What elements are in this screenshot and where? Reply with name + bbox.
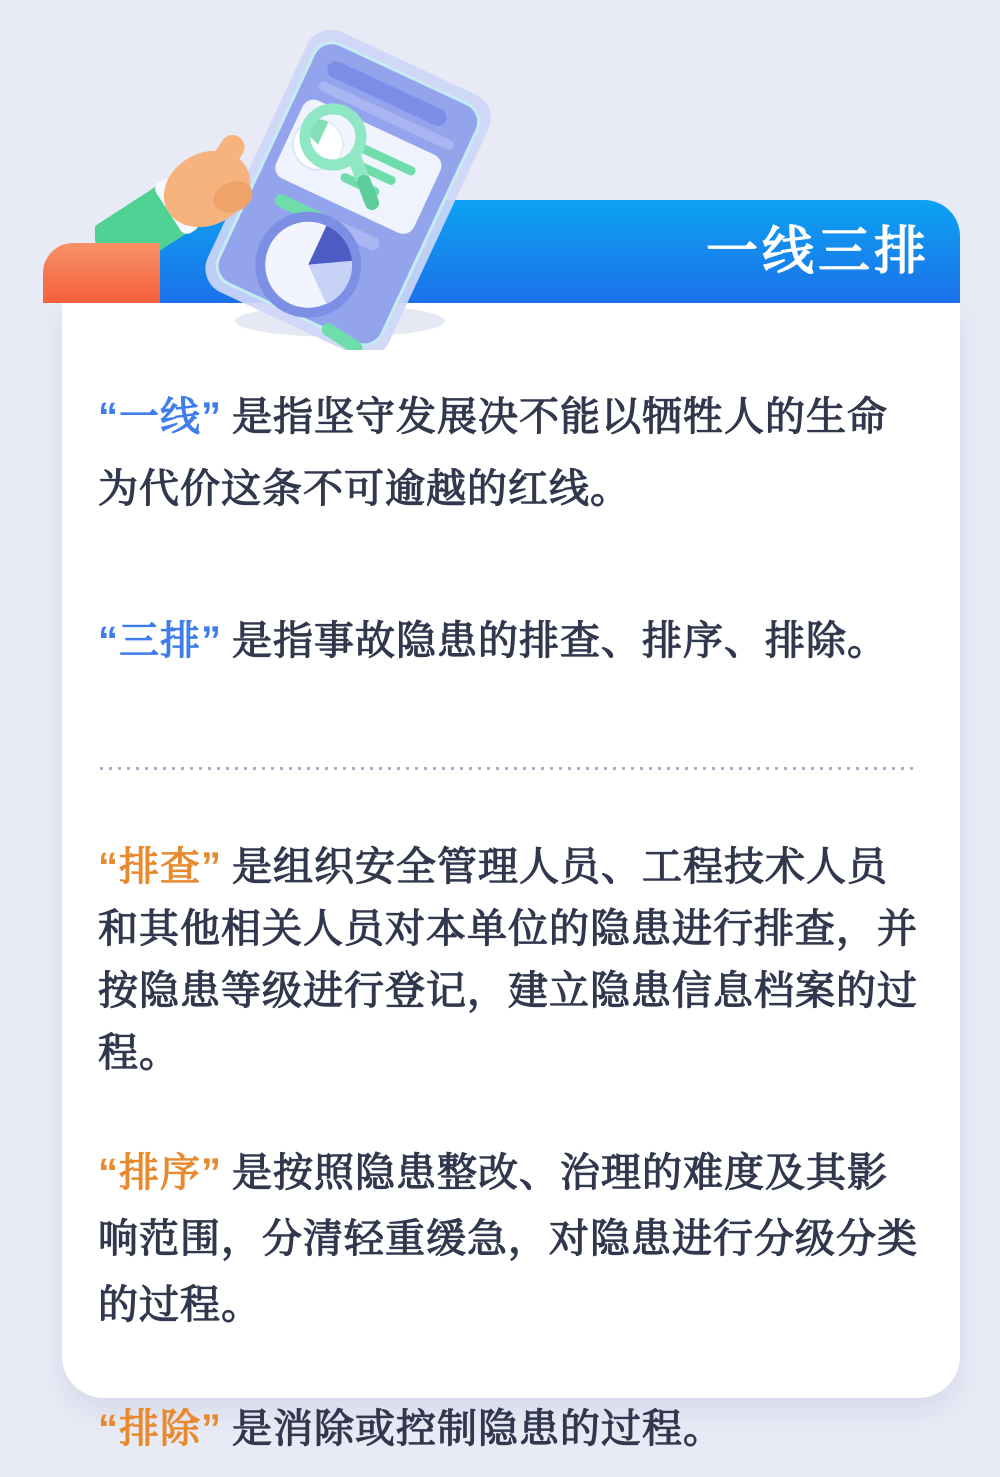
detail-paixu-text: 是按照隐患整改、治理的难度及其影响范围，分清轻重缓急，对隐患进行分级分类的过程。 — [98, 1151, 918, 1327]
content-card — [62, 303, 960, 1451]
term-paichu: “排除” — [98, 1407, 222, 1451]
definition-yixian-text: 是指坚守发展决不能以牺牲人的生命为代价这条不可逾越的红线。 — [98, 395, 888, 511]
page-title: 一线三排 — [705, 223, 930, 281]
dotted-divider — [100, 767, 918, 770]
detail-paicha-text: 是组织安全管理人员、工程技术人员和其他相关人员对本单位的隐患进行排查，并按隐患等级进行登记，建立隐患信息档案的过程。 — [98, 845, 918, 1075]
orange-accent-block — [43, 243, 160, 303]
term-sanpai: “三排” — [98, 619, 222, 663]
detail-paixu — [98, 1140, 920, 1338]
detail-paicha — [98, 836, 920, 1084]
term-yixian: “一线” — [98, 395, 222, 439]
definition-sanpai — [98, 605, 920, 677]
detail-paichu — [98, 1396, 920, 1462]
definition-yixian — [98, 381, 920, 525]
clipboard-analytics-illustration — [95, 28, 535, 350]
definition-sanpai-text: 是指事故隐患的排查、排序、排除。 — [232, 619, 888, 663]
term-paicha: “排查” — [98, 845, 222, 889]
term-paixu: “排序” — [98, 1151, 222, 1195]
detail-paichu-text: 是消除或控制隐患的过程。 — [232, 1407, 724, 1451]
